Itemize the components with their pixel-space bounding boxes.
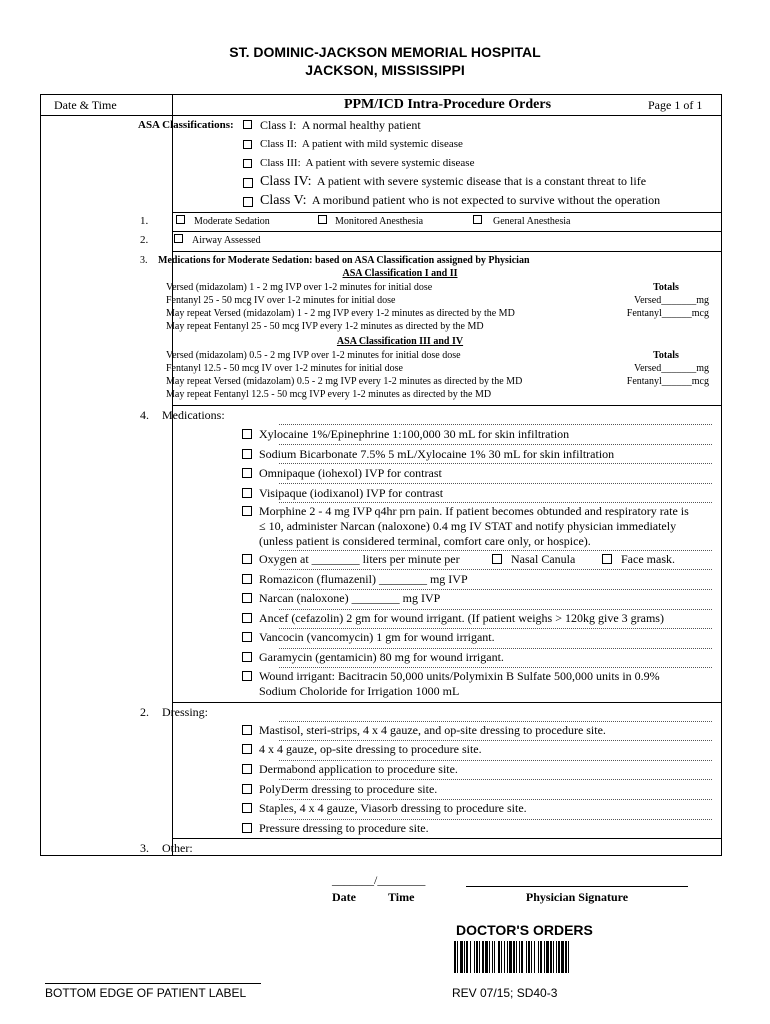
asa-class-2: Class II: A patient with mild systemic disease xyxy=(260,138,463,150)
narcan-order: Narcan (naloxone) ________ mg IVP xyxy=(259,591,441,605)
barcode-bar xyxy=(466,941,468,973)
item-1-number: 1. xyxy=(140,215,149,227)
asa-1-2-line: Versed (midazolam) 1 - 2 mg IVP over 1-2 minutes for initial dose xyxy=(166,282,433,293)
divider xyxy=(172,231,721,232)
garamycin-order: Garamycin (gentamicin) 80 mg for wound irrigant. xyxy=(259,650,504,664)
barcode-bar xyxy=(544,941,545,973)
barcode-bar xyxy=(485,941,488,973)
asa-class-2-checkbox[interactable] xyxy=(243,140,252,149)
form-title: PPM/ICD Intra-Procedure Orders xyxy=(343,97,552,112)
barcode-bar xyxy=(540,941,542,973)
dressing-number: 2. xyxy=(140,705,149,719)
asa-class-3: Class III: A patient with severe systemic disease xyxy=(260,157,475,169)
physician-signature-line[interactable] xyxy=(466,886,688,887)
asa-3-4-totals-versed: Versed_______mg xyxy=(634,363,709,374)
item-2-number: 2. xyxy=(140,234,149,246)
staples-checkbox[interactable] xyxy=(242,803,252,813)
date-column-divider xyxy=(172,95,173,855)
barcode-bar xyxy=(489,941,490,973)
divider xyxy=(279,760,712,761)
asa-1-2-totals-versed: Versed_______mg xyxy=(634,295,709,306)
barcode-bar xyxy=(457,941,458,973)
medications-label: Medications: xyxy=(162,408,225,422)
barcode-bar xyxy=(546,941,549,973)
asa-1-2-line: Fentanyl 25 - 50 mcg IV over 1-2 minutes for initial dose xyxy=(166,295,396,306)
divider xyxy=(279,721,712,722)
divider xyxy=(279,463,712,464)
barcode-bar xyxy=(521,941,523,973)
other-label: Other: xyxy=(162,841,193,855)
omnipaque-checkbox[interactable] xyxy=(242,468,252,478)
barcode-bar xyxy=(494,941,495,973)
sodium-bicarbonate-order: Sodium Bicarbonate 7.5% 5 mL/Xylocaine 1% 30 mL for skin infiltration xyxy=(259,447,615,461)
airway-assessed-label: Airway Assessed xyxy=(192,235,261,246)
barcode-bar xyxy=(534,941,535,973)
dressing-label: Dressing: xyxy=(162,705,208,719)
divider xyxy=(172,251,721,252)
barcode-bar xyxy=(528,941,530,973)
pressure-dressing-checkbox[interactable] xyxy=(242,823,252,833)
divider xyxy=(172,838,721,839)
vancocin-order: Vancocin (vancomycin) 1 gm for wound irrigant. xyxy=(259,630,495,644)
morphine-order-line: Morphine 2 - 4 mg IVP q4hr prn pain. If patient becomes obtunded and respiratory rate is xyxy=(259,504,689,518)
vancocin-checkbox[interactable] xyxy=(242,632,252,642)
wound-irrigant-order-line: Wound irrigant: Bacitracin 50,000 units/Polymixin B Sulfate 500,000 units in 0.9% xyxy=(259,669,660,683)
divider xyxy=(279,550,712,551)
face-mask-label: Face mask. xyxy=(621,552,675,566)
barcode-bar xyxy=(553,941,554,973)
asa-1-2-totals-fentanyl: Fentanyl______mcg xyxy=(626,308,709,319)
barcode-bar xyxy=(509,941,512,973)
barcode-bar xyxy=(464,941,465,973)
monitored-anesthesia-checkbox[interactable] xyxy=(318,215,327,224)
oxygen-order: Oxygen at ________ liters per minute per xyxy=(259,552,460,566)
gauze-opsite-checkbox[interactable] xyxy=(242,744,252,754)
barcode-bar xyxy=(476,941,478,973)
page-number: Page 1 of 1 xyxy=(648,98,703,112)
asa-3-4-totals-fentanyl: Fentanyl______mcg xyxy=(626,376,709,387)
barcode-bar xyxy=(561,941,564,973)
staples-dressing: Staples, 4 x 4 gauze, Viasorb dressing to procedure site. xyxy=(259,801,527,815)
romazicon-order: Romazicon (flumazenil) ________ mg IVP xyxy=(259,572,468,586)
barcode-bar xyxy=(550,941,552,973)
divider xyxy=(279,502,712,503)
barcode-bar xyxy=(519,941,520,973)
barcode-bar xyxy=(474,941,475,973)
divider xyxy=(279,609,712,610)
barcode-bar xyxy=(479,941,480,973)
asa-3-4-line: May repeat Versed (midazolam) 0.5 - 2 mg IVP every 1-2 minutes as directed by the MD xyxy=(166,376,523,387)
oxygen-checkbox[interactable] xyxy=(242,554,252,564)
gauze-opsite-dressing: 4 x 4 gauze, op-site dressing to procedure site. xyxy=(259,742,482,756)
asa-3-4-heading: ASA Classification III and IV xyxy=(336,336,464,347)
airway-assessed-checkbox[interactable] xyxy=(174,234,183,243)
nasal-canula-checkbox[interactable] xyxy=(492,554,502,564)
divider xyxy=(172,405,721,406)
divider xyxy=(172,212,721,213)
barcode-bar xyxy=(526,941,527,973)
asa-class-3-checkbox[interactable] xyxy=(243,159,252,168)
barcode-bar xyxy=(492,941,493,973)
garamycin-checkbox[interactable] xyxy=(242,652,252,662)
divider xyxy=(279,819,712,820)
moderate-sedation-label: Moderate Sedation xyxy=(194,216,270,227)
asa-1-2-totals-label: Totals xyxy=(653,282,679,293)
signature-date-label: Date xyxy=(332,890,356,904)
asa-class-4-checkbox[interactable] xyxy=(243,178,253,188)
barcode-bar xyxy=(513,941,515,973)
nasal-canula-label: Nasal Canula xyxy=(511,552,576,566)
visipaque-checkbox[interactable] xyxy=(242,488,252,498)
hospital-name: ST. DOMINIC-JACKSON MEMORIAL HOSPITAL xyxy=(229,44,541,60)
divider xyxy=(172,702,721,703)
divider xyxy=(279,483,712,484)
morphine-order-line: ≤ 10, administer Narcan (naloxone) 0.4 mg IV STAT and notify physician immediately xyxy=(259,519,677,533)
date-time-line[interactable]: _______/________ xyxy=(332,873,426,887)
asa-1-2-heading: ASA Classification I and II xyxy=(342,268,458,279)
divider xyxy=(279,424,712,425)
barcode-bar xyxy=(482,941,484,973)
barcode-bar xyxy=(470,941,471,973)
asa-class-1: Class I: A normal healthy patient xyxy=(260,118,421,132)
ancef-order: Ancef (cefazolin) 2 gm for wound irrigant. (If patient weighs > 120kg give 3 grams) xyxy=(259,611,664,625)
divider xyxy=(279,779,712,780)
barcode-bar xyxy=(538,941,539,973)
asa-3-4-line: May repeat Fentanyl 12.5 - 50 mcg IVP every 1-2 minutes as directed by the MD xyxy=(166,389,492,400)
divider xyxy=(279,569,712,570)
barcode-bar xyxy=(454,941,456,973)
patient-label-edge-line xyxy=(45,983,261,984)
general-anesthesia-label: General Anesthesia xyxy=(493,216,571,227)
barcode-bar xyxy=(504,941,505,973)
wound-irrigant-order-line: Sodium Choloride for Irrigation 1000 mL xyxy=(259,684,460,698)
asa-label: ASA Classifications: xyxy=(138,119,234,131)
physician-signature-label: Physician Signature xyxy=(525,890,629,904)
dermabond-checkbox[interactable] xyxy=(242,764,252,774)
morphine-order-line: (unless patient is considered terminal, comfort care only, or hospice). xyxy=(259,534,591,548)
barcode-bar xyxy=(516,941,517,973)
asa-class-1-checkbox[interactable] xyxy=(243,120,252,129)
signature-time-label: Time xyxy=(388,890,415,904)
moderate-sedation-checkbox[interactable] xyxy=(176,215,185,224)
divider xyxy=(279,740,712,741)
general-anesthesia-checkbox[interactable] xyxy=(473,215,482,224)
asa-3-4-line: Fentanyl 12.5 - 50 mcg IV over 1-2 minutes for initial dose xyxy=(166,363,403,374)
xylocaine-checkbox[interactable] xyxy=(242,429,252,439)
asa-1-2-line: May repeat Fentanyl 25 - 50 mcg IVP every 1-2 minutes as directed by the MD xyxy=(166,321,484,332)
asa-class-5-checkbox[interactable] xyxy=(243,197,253,207)
dermabond-dressing: Dermabond application to procedure site. xyxy=(259,762,458,776)
patient-label-caption: BOTTOM EDGE OF PATIENT LABEL xyxy=(45,986,247,1000)
asa-class-5: Class V: A moribund patient who is not expected to survive without the operation xyxy=(260,193,661,208)
divider xyxy=(279,589,712,590)
pressure-dressing: Pressure dressing to procedure site. xyxy=(259,821,429,835)
divider xyxy=(279,667,712,668)
barcode-bar xyxy=(558,941,560,973)
divider xyxy=(279,628,712,629)
morphine-checkbox[interactable] xyxy=(242,506,252,516)
barcode-bar xyxy=(565,941,567,973)
other-number: 3. xyxy=(140,841,149,855)
barcode xyxy=(454,941,630,973)
date-time-label: Date & Time xyxy=(54,98,117,112)
ancef-checkbox[interactable] xyxy=(242,613,252,623)
barcode-bar xyxy=(556,941,557,973)
monitored-anesthesia-label: Monitored Anesthesia xyxy=(335,216,424,227)
barcode-bar xyxy=(507,941,508,973)
divider xyxy=(279,799,712,800)
item-4-number: 4. xyxy=(140,408,149,422)
barcode-bar xyxy=(501,941,502,973)
barcode-bar xyxy=(531,941,532,973)
mastisol-checkbox[interactable] xyxy=(242,725,252,735)
wound-irrigant-checkbox[interactable] xyxy=(242,671,252,681)
divider xyxy=(279,444,712,445)
mastisol-dressing: Mastisol, steri-strips, 4 x 4 gauze, and op-site dressing to procedure site. xyxy=(259,723,606,737)
omnipaque-order: Omnipaque (iohexol) IVP for contrast xyxy=(259,466,442,480)
narcan-checkbox[interactable] xyxy=(242,593,252,603)
barcode-bar xyxy=(460,941,463,973)
hospital-location: JACKSON, MISSISSIPPI xyxy=(305,62,465,78)
xylocaine-order: Xylocaine 1%/Epinephrine 1:100,000 30 mL for skin infiltration xyxy=(259,427,570,441)
item-3-number: 3. xyxy=(140,255,148,266)
polyderm-checkbox[interactable] xyxy=(242,784,252,794)
asa-1-2-line: May repeat Versed (midazolam) 1 - 2 mg IVP every 1-2 minutes as directed by the MD xyxy=(166,308,515,319)
barcode-bar xyxy=(568,941,569,973)
sedation-medications-title: Medications for Moderate Sedation: based on ASA Classification assigned by Physician xyxy=(158,255,530,266)
divider xyxy=(279,648,712,649)
barcode-bar xyxy=(498,941,500,973)
doctors-orders-label: DOCTOR'S ORDERS xyxy=(456,922,593,938)
asa-3-4-line: Versed (midazolam) 0.5 - 2 mg IVP over 1-2 minutes for initial dose dose xyxy=(166,350,461,361)
asa-class-4: Class IV: A patient with severe systemic disease that is a constant threat to life xyxy=(260,174,647,189)
asa-3-4-totals-label: Totals xyxy=(653,350,679,361)
romazicon-checkbox[interactable] xyxy=(242,574,252,584)
sodium-bicarbonate-checkbox[interactable] xyxy=(242,449,252,459)
visipaque-order: Visipaque (iodixanol) IVP for contrast xyxy=(259,486,444,500)
divider xyxy=(41,115,721,116)
face-mask-checkbox[interactable] xyxy=(602,554,612,564)
polyderm-dressing: PolyDerm dressing to procedure site. xyxy=(259,782,438,796)
orders-form xyxy=(40,94,722,856)
revision-code: REV 07/15; SD40-3 xyxy=(452,986,558,1000)
